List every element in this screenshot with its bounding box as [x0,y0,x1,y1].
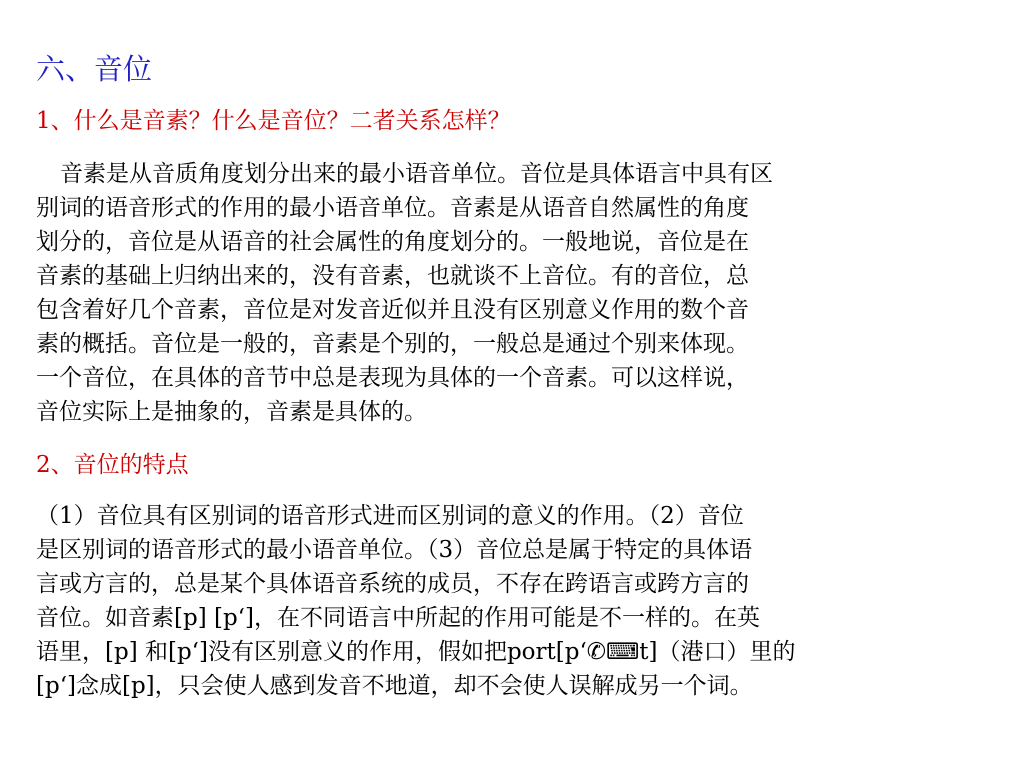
section-1-paragraph [36,157,956,429]
section-2-paragraph [36,499,956,703]
slide-title: 六、音位 [36,52,153,86]
paragraph-line: 别词的语音形式的作用的最小语音单位。音素是从语音自然属性的角度 [36,195,749,221]
paragraph-line: 划分的，音位是从语音的社会属性的角度划分的。一般地说，音位是在 [36,229,749,255]
paragraph-line: 音素的基础上归纳出来的，没有音素，也就谈不上音位。有的音位，总 [36,263,749,289]
paragraph-line: [p‘]念成[p]，只会使人感到发音不地道，却不会使人误解成另一个词。 [36,673,753,699]
section-1-heading: 1、什么是音素？什么是音位？二者关系怎样？ [36,108,511,134]
paragraph-line: （1）音位具有区别词的语音形式进而区别词的意义的作用。（2）音位 [36,503,744,529]
paragraph-line: 是区别词的语音形式的最小语音单位。（3）音位总是属于特定的具体语 [36,537,753,563]
paragraph-line: 音素是从音质角度划分出来的最小语音单位。音位是具体语言中具有区 [60,161,773,187]
paragraph-line: 包含着好几个音素，音位是对发音近似并且没有区别意义作用的数个音 [36,297,749,323]
paragraph-line: 素的概括。音位是一般的，音素是个别的，一般总是通过个别来体现。 [36,331,749,357]
paragraph-line: 音位实际上是抽象的，音素是具体的。 [36,399,427,425]
paragraph-line: 音位。如音素[p] [p‘]，在不同语言中所起的作用可能是不一样的。在英 [36,605,760,631]
paragraph-line: 一个音位，在具体的音节中总是表现为具体的一个音素。可以这样说， [36,365,749,391]
section-2-heading: 2、音位的特点 [36,452,189,478]
paragraph-line: 语里，[p] 和[p‘]没有区别意义的作用，假如把port[p‘✆⌨t]（港口）里的 [36,639,796,665]
paragraph-line: 言或方言的，总是某个具体语音系统的成员，不存在跨语言或跨方言的 [36,571,749,597]
